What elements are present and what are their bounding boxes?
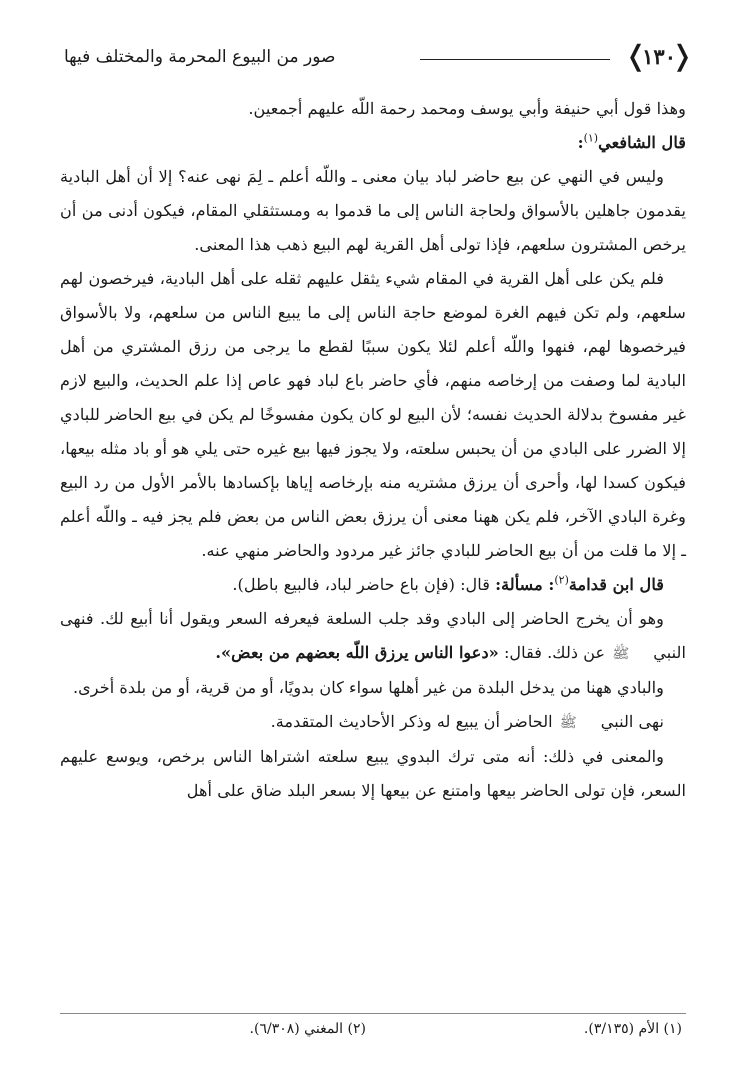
footnote-1: (١) الأم (٣/١٣٥). [583,1021,682,1037]
p8-text-a: نهى النبي [600,712,664,731]
paragraph-3: وليس في النهي عن بيع حاضر لباد بيان معنى ـ واللّه أعلم ـ لِمَ نهى عنه؟ إلا أن أهل البادية يقدمون جاهلين بالأسواق ولحاجة الناس إلى ما قدموا به ومستثقلي المقام، فيكون أدنى من أن يرخص المشترون سلعهم، فإذا تولى أهل القرية لهم البيع ذهب هذا المعنى. [60,167,686,254]
honorific-glyph: ﷺ [559,715,577,731]
page-header [64,40,686,78]
masala-label: : مسألة: [495,575,555,594]
footnote-ref-2: (٢) [554,573,569,587]
footnotes [60,1018,686,1042]
footnote-separator [60,1013,686,1014]
footnote-ref-1: (١) [583,131,599,145]
honorific-glyph: ﷺ [612,646,630,662]
page-number: ❬ ١٣٠ ❭ [632,40,686,74]
paragraph-8 [60,705,686,740]
running-title: صور من البيوع المحرمة والمختلف فيها [64,47,336,67]
ibn-qudamah-heading: قال ابن قدامة [568,575,664,594]
paragraph-5 [60,568,686,602]
p8-text-b: الحاضر أن يبيع له وذكر الأحاديث المتقدمة. [270,712,558,731]
paragraph-2 [60,126,686,160]
paragraph-7: والبادي ههنا من يدخل البلدة من غير أهلها سواء كان بدويًا، أو من قرية، أو من بلدة أخرى. [72,678,664,697]
paragraph-1: وهذا قول أبي حنيفة وأبي يوسف ومحمد رحمة اللّه عليهم أجمعين. [248,99,686,118]
paragraph-4: فلم يكن على أهل القرية في المقام شيء يثقل عليهم ثقله على أهل البادية، فيرخصون لهم سلعهم، ولم تكن فيهم الغرة لموضع حاجة الناس إلى ما يبيع الناس من سلعهم، ولا بالأسواق فيرخصوها لهم، فنهوا واللّه أعلم لئلا يكون سببًا لقطع ما يرجى من رزق المشتري من أهل البادية لما وصفت من إرخاصه منهم، فأي حاضر باع لباد فهو عاص إذا علم الحديث، والبيع لازم غير مفسوخ بدلالة الحديث نفسه؛ لأن البيع لو كان يكون مفسوخًا لم يكن في بيع الحاضر للبادي إلا الضرر على البادي من أن يحبس سلعته، ولا يجوز فيها بيع غيره حتى يلي هو أو باد مثله بيعها، فيكون كسدا لها، وأحرى أن يرزق مشتريه منه بإرخاصه إياها بإكسادها بالأمر الأول من رد البيع وغرة البادي الآخر، فلم يكن ههنا معنى أن يرزق بعض الناس من بعض فلم يجز فيه ـ واللّه أعلم ـ إلا ما قلت من أن بيع الحاضر للبادي جائز غير مردود والحاضر منهي عنه. [60,269,686,560]
shafii-colon: : [577,133,584,152]
p6-text-a: وهو أن يخرج الحاضر إلى البادي وقد جلب السلعة فيعرفه السعر ويقول أنا أبيع لك. فنهى النبي [60,609,686,662]
paragraph-9: والمعنى في ذلك: أنه متى ترك البدوي يبيع سلعته اشتراها الناس برخص، ويوسع عليهم السعر، فإن تولى الحاضر بيعها وامتنع عن بيعها إلا بسعر البلد ضاق على أهل [60,747,686,800]
p6-text-b: عن ذلك. فقال: [498,643,611,662]
footnote-2: (٢) المغني (٦/٣٠٨). [249,1021,366,1037]
masala-text: قال: (فإن باع حاضر لباد، فالبيع باطل). [232,575,496,594]
header-rule [420,59,610,60]
hadith-quote: «دعوا الناس يرزق اللّه بعضهم من بعض». [215,643,499,662]
main-text [60,92,686,808]
paragraph-6 [60,602,686,671]
shafii-heading: قال الشافعي [598,133,686,152]
